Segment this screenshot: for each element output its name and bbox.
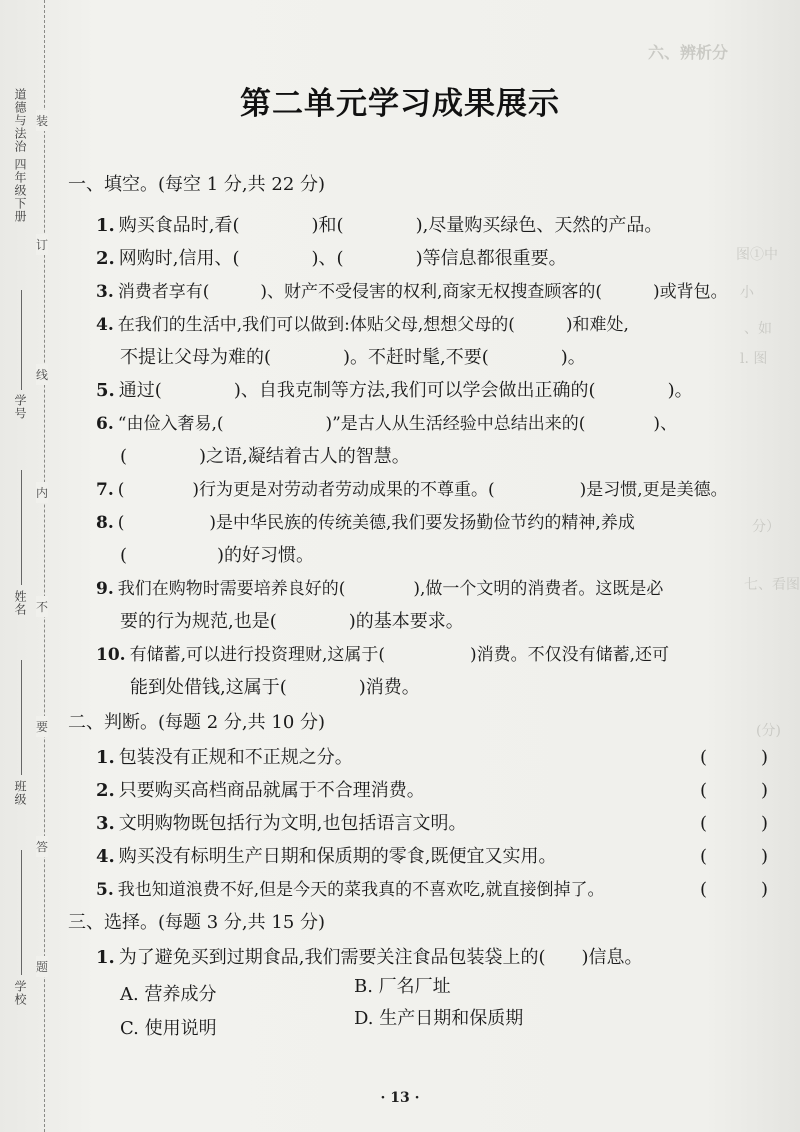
question-text: 要的行为规范,也是( )的基本要求。 [120, 611, 464, 632]
bleed-text: 六、辨析分 [648, 43, 729, 62]
field-school: 学校 [13, 980, 27, 1006]
question-item [96, 640, 669, 665]
question-number: 3. [96, 813, 115, 834]
question-item [96, 310, 629, 335]
question-text: ( )之语,凝结着古人的智慧。 [120, 446, 410, 467]
question-text: ( )是中华民族的传统美德,我们要发扬勤俭节约的精神,养成 [117, 513, 635, 533]
question-number: 9. [96, 579, 114, 599]
choice-option-c: C. 使用说明 [120, 1018, 217, 1039]
seal-char: 答 [36, 836, 48, 857]
seal-char: 装 [36, 110, 48, 131]
bleed-text: 、如 [744, 321, 772, 337]
seal-char: 题 [36, 956, 48, 977]
bleed-text: 图①中 [736, 247, 778, 263]
question-text: ( )行为更是对劳动者劳动成果的不尊重。( )是习惯,更是美德。 [117, 480, 728, 500]
choice-option-d: D. 生产日期和保质期 [354, 1008, 524, 1029]
question-number: 4. [96, 315, 114, 335]
question-number: 10. [96, 645, 126, 665]
question-item-continued [120, 607, 464, 633]
question-item [96, 376, 693, 402]
binding-header-text: 道德与法治 四年级下册 [13, 88, 27, 223]
field-line-school [21, 850, 22, 975]
bleed-text: 小 [740, 285, 754, 301]
question-item [96, 574, 663, 599]
question-number: 6. [96, 414, 114, 434]
question-item-continued [120, 442, 410, 468]
question-text: 为了避免买到过期食品,我们需要关注食品包装袋上的( )信息。 [118, 947, 643, 968]
judgement-item [96, 743, 353, 769]
question-number: 7. [96, 480, 114, 500]
question-item-continued [120, 343, 586, 369]
page-title: 第二单元学习成果展示 [240, 86, 560, 122]
question-item [96, 277, 728, 302]
judgement-item [96, 842, 557, 868]
judgement-item [96, 875, 605, 900]
seal-char: 要 [36, 716, 48, 737]
field-name: 姓名 [13, 590, 27, 616]
field-class: 班级 [13, 780, 27, 806]
page-number: · 13 · [380, 1090, 420, 1106]
field-line-class [21, 660, 22, 775]
question-item [96, 508, 635, 533]
question-text: 能到处借钱,这属于( )消费。 [130, 677, 420, 698]
answer-bracket: ( ) [700, 879, 769, 900]
judgement-item [96, 776, 425, 802]
question-number: 1. [96, 947, 115, 968]
bleed-text: (分) [756, 723, 781, 739]
question-text: 我们在购物时需要培养良好的( ),做一个文明的消费者。这既是必 [117, 579, 664, 599]
question-text: 我也知道浪费不好,但是今天的菜我真的不喜欢吃,就直接倒掉了。 [117, 880, 605, 900]
choice-option-b: B. 厂名厂址 [354, 976, 451, 997]
bleed-text: 分） [752, 519, 780, 535]
question-number: 3. [96, 282, 114, 302]
question-text: 消费者享有( )、财产不受侵害的权利,商家无权搜查顾客的( )或背包。 [117, 282, 728, 302]
question-item [96, 244, 567, 270]
bleed-text: 七、看图 [744, 577, 800, 593]
choice-question [96, 943, 643, 969]
question-text: 不提让父母为难的( )。不赶时髦,不要( )。 [120, 347, 586, 368]
question-text: ( )的好习惯。 [120, 545, 315, 566]
question-text: 只要购买高档商品就属于不合理消费。 [118, 780, 425, 801]
field-line-student-id [21, 290, 22, 390]
question-number: 1. [96, 215, 115, 236]
question-text: 有储蓄,可以进行投资理财,这属于( )消费。不仅没有储蓄,还可 [129, 645, 670, 665]
question-text: 通过( )、自我克制等方法,我们可以学会做出正确的( )。 [118, 380, 693, 401]
answer-bracket: ( ) [700, 747, 769, 768]
section-heading-fill-blank: 一、填空。(每空 1 分,共 22 分) [68, 174, 326, 195]
question-item [96, 211, 662, 237]
question-number: 2. [96, 248, 115, 269]
question-text: 文明购物既包括行为文明,也包括语言文明。 [118, 813, 467, 834]
binding-strip [0, 0, 62, 1132]
question-number: 4. [96, 846, 115, 867]
question-number: 8. [96, 513, 114, 533]
question-item [96, 475, 728, 500]
seal-char: 不 [36, 596, 48, 617]
answer-bracket: ( ) [700, 813, 769, 834]
field-line-name [21, 470, 22, 585]
question-item-continued [120, 541, 314, 567]
judgement-item [96, 809, 467, 835]
question-number: 1. [96, 747, 115, 768]
section-heading-multiple-choice: 三、选择。(每题 3 分,共 15 分) [68, 912, 326, 933]
field-student-id: 学号 [13, 394, 27, 420]
question-item-continued [130, 673, 420, 699]
question-text: 包装没有正规和不正规之分。 [118, 747, 353, 768]
question-number: 2. [96, 780, 115, 801]
question-item [96, 409, 677, 434]
question-text: 购买食品时,看( )和( ),尽量购买绿色、天然的产品。 [118, 215, 663, 236]
choice-option-a: A. 营养成分 [120, 984, 217, 1005]
question-text: “由俭入奢易,( )”是古人从生活经验中总结出来的( )、 [117, 414, 678, 434]
question-number: 5. [96, 880, 114, 900]
question-text: 购买没有标明生产日期和保质期的零食,既便宜又实用。 [118, 846, 557, 867]
question-text: 网购时,信用、( )、( )等信息都很重要。 [118, 248, 567, 269]
answer-bracket: ( ) [700, 780, 769, 801]
seal-char: 内 [36, 482, 48, 503]
seal-char: 订 [36, 234, 48, 255]
question-number: 5. [96, 380, 115, 401]
question-text: 在我们的生活中,我们可以做到:体贴父母,想想父母的( )和难处, [117, 315, 629, 335]
section-heading-true-false: 二、判断。(每题 2 分,共 10 分) [68, 712, 326, 733]
answer-bracket: ( ) [700, 846, 769, 867]
bleed-text: l. 图 [740, 351, 768, 367]
seal-char: 线 [36, 364, 48, 385]
